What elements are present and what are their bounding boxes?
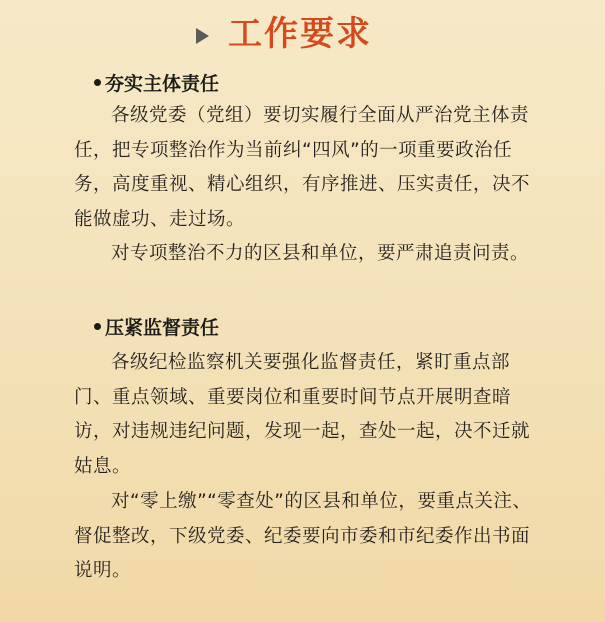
paragraph: 各级纪检监察机关要强化监督责任，紧盯重点部门、重点领域、重要岗位和重要时间节点开展明查暗访，对违规违纪问题，发现一起，查处一起，决不迁就姑息。 [74,352,531,477]
section-heading-text: 夯实主体责任 [105,73,220,95]
triangle-arrow-icon [196,28,209,44]
section-heading [94,314,219,342]
section-heading-text: 压紧监督责任 [105,317,220,339]
section-header [0,8,605,60]
section-heading [94,70,219,98]
page-title: 工作要求 [228,14,372,54]
paragraph: 对“零上缴”“零查处”的区县和单位，要重点关注、督促整改，下级党委、纪委要向市委和市纪委作出书面说明。 [74,491,532,581]
bullet-icon [94,79,101,86]
paragraph: 对专项整治不力的区县和单位，要严肃追责问责。 [111,243,530,264]
bullet-icon [94,323,101,330]
paragraph: 各级党委（党组）要切实履行全面从严治党主体责任，把专项整治作为当前纠“四风”的一项重要政治任务，高度重视、精心组织，有序推进、压实责任，决不能做虚功、走过场。 [74,105,531,230]
